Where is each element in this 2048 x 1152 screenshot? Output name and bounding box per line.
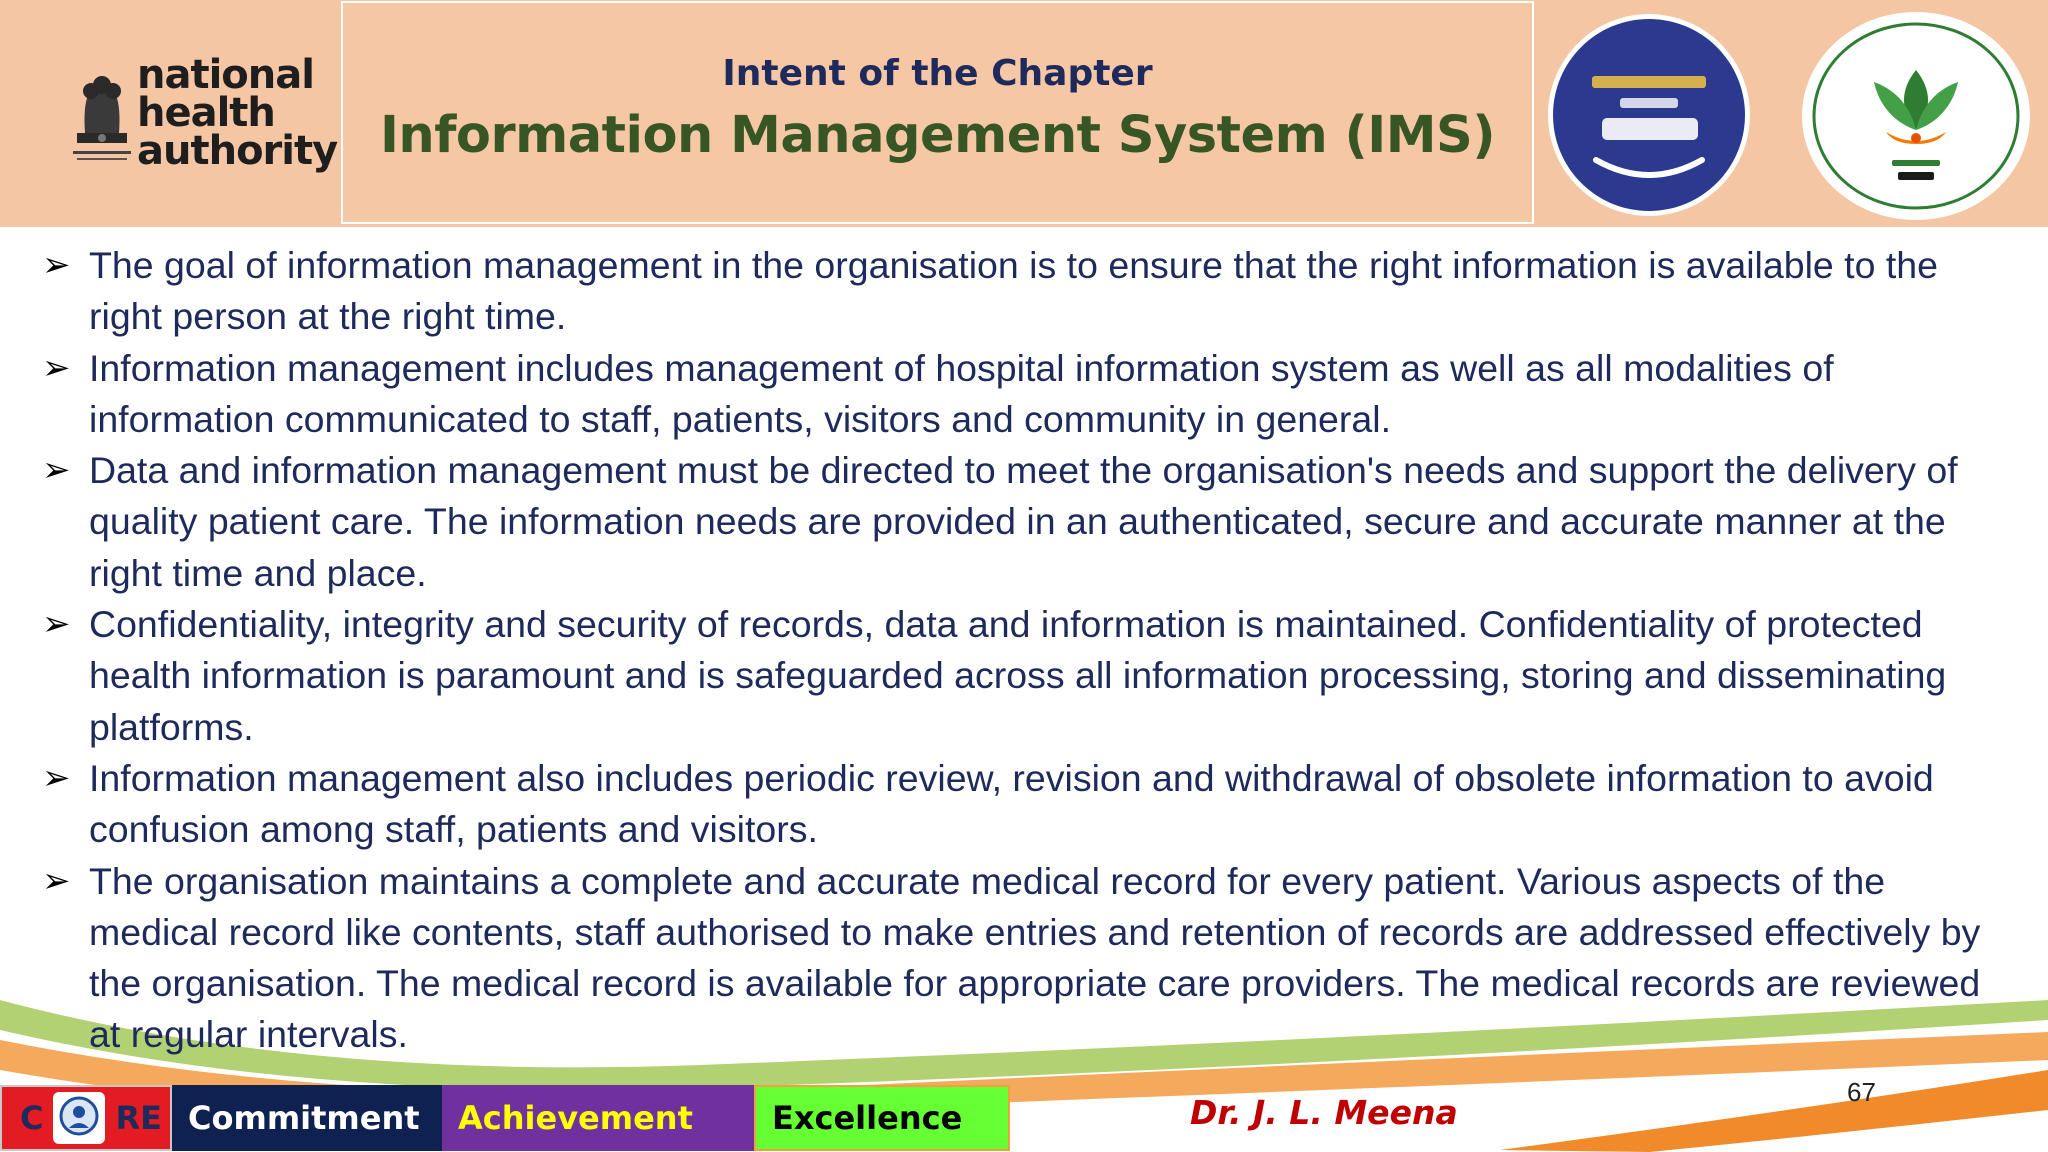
arrow-bullet-icon: ➢ [42,757,71,798]
core-emblem-icon [51,1090,107,1146]
bullet-item [0,240,2048,343]
bullet-text: Confidentiality, integrity and security of records, data and information is maintained. Confidentiality of protected health information is paramount and is safeguarded across all information processing, storing and disseminating platforms. [89,603,1947,748]
nha-logo [55,45,345,180]
arrow-bullet-icon: ➢ [42,450,71,491]
core-segment [0,1085,172,1151]
bullet-text: The organisation maintains a complete and accurate medical record for every patient. Various aspects of the medical record like contents, staff authorised to make entries and retention of records are addressed effectively by the organisation. The medical record is available for appropriate care providers. The medical records are reviewed at regular intervals. [89,859,1981,1056]
author-name: Dr. J. L. Meena [1190,1093,1458,1132]
core-letter-c: C [20,1099,44,1137]
core-values-bar [0,1085,1010,1151]
bullet-item [0,599,2048,753]
achievement-segment: Achievement [442,1085,754,1151]
ashoka-emblem-icon [67,55,137,170]
bullet-list [0,240,2048,1061]
pmjay-logo [1800,10,2032,222]
arrow-bullet-icon: ➢ [42,347,71,388]
nha-logo-line2: health [137,90,275,136]
arrow-bullet-icon: ➢ [42,860,71,901]
bullet-text: Data and information management must be directed to meet the organisation's needs and support the delivery of quality patient care. The information needs are provided in an authenticated, secure and accurate manner at the right time and place. [89,449,1958,594]
nha-logo-line1: national [137,52,314,98]
bullet-text: Information management includes management of hospital information system as well as all modalities of information communicated to staff, patients, visitors and community in general. [89,346,1834,440]
commitment-segment: Commitment [172,1085,442,1151]
bullet-item [0,856,2048,1061]
nha-logo-line3: authority [137,128,338,174]
bullet-item [0,343,2048,446]
bullet-text: The goal of information management in the organisation is to ensure that the right information is available to the right person at the right time. [89,244,1938,338]
header-band [0,0,2048,227]
bullet-item [0,445,2048,599]
core-letters-re: RE [115,1099,162,1137]
bullet-item [0,753,2048,856]
title-box [341,1,1534,224]
bullet-text: Information management also includes periodic review, revision and withdrawal of obsolete information to avoid confusion among staff, patients and visitors. [89,756,1934,851]
arrow-bullet-icon: ➢ [42,245,71,285]
chapter-title: Information Management System (IMS) [379,106,1496,165]
muskan-logo [1546,12,1752,218]
chapter-subtitle: Intent of the Chapter [722,53,1153,94]
arrow-bullet-icon: ➢ [42,604,71,645]
excellence-segment: Excellence [754,1085,1010,1151]
page-number: 67 [1847,1077,1876,1107]
